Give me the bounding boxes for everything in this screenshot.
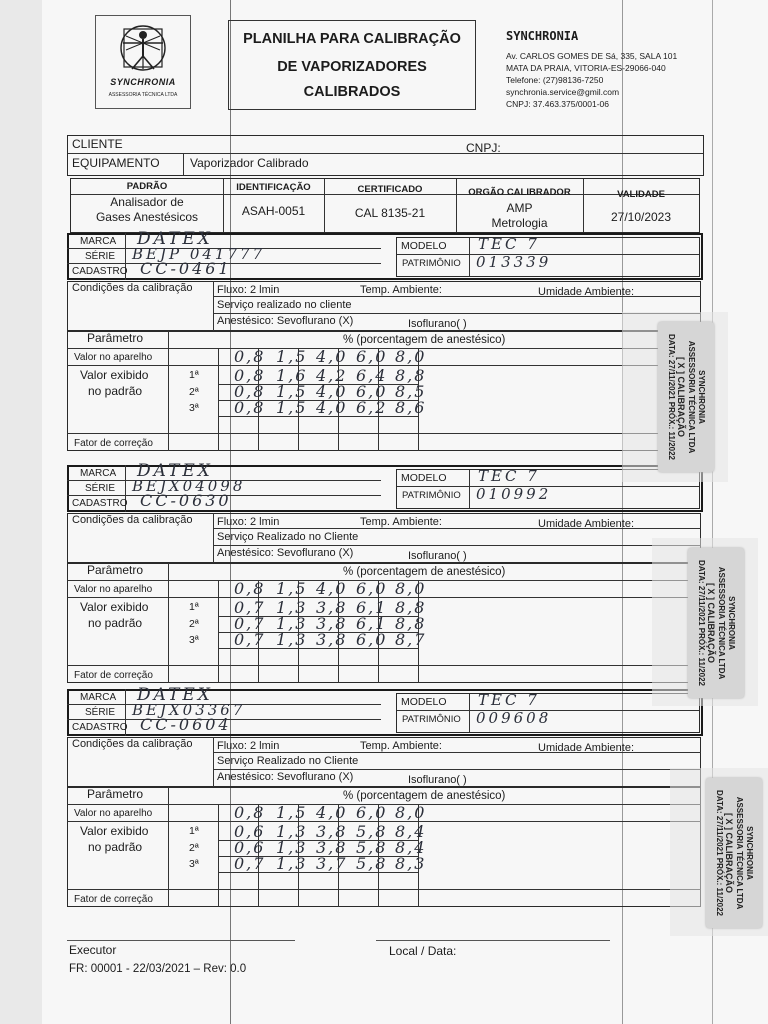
no-padrao-label: no padrão <box>88 840 143 854</box>
anestesico-text: Anestésico: Sevoflurano (X) <box>217 547 354 559</box>
cadastro-value: CC-0604 <box>140 715 232 734</box>
reading-value: 1,3 <box>276 614 308 633</box>
cliente-label: CLIENTE <box>72 137 123 151</box>
patrimonio-value: 013339 <box>476 253 552 271</box>
cadastro-label: CADASTRO <box>72 266 128 277</box>
reading-value: 3,8 <box>316 822 348 841</box>
setpoint-value: 1,5 <box>276 803 308 822</box>
valor-aparelho-label: Valor no aparelho <box>74 584 153 595</box>
fator-correcao-label: Fator de correção <box>74 670 153 681</box>
servico-text: Serviço Realizado no Cliente <box>217 531 359 543</box>
anestesico-text: Anestésico: Sevoflurano (X) <box>217 771 354 783</box>
reading-value: 8,8 <box>395 598 427 617</box>
porcentagem-label: % (porcentagem de anestésico) <box>343 790 506 802</box>
executor-label: Executor <box>69 943 117 957</box>
valor-aparelho-label: Valor no aparelho <box>74 352 153 363</box>
valor-aparelho-label: Valor no aparelho <box>74 808 153 819</box>
reading-value: 6,4 <box>356 366 388 385</box>
calibration-stamp <box>706 778 762 928</box>
valor-exibido-label: Valor exibido <box>80 600 149 614</box>
parametro-label: Parâmetro <box>87 331 144 345</box>
reading-value: 1,3 <box>276 854 308 873</box>
reading-value: 8,5 <box>395 382 427 401</box>
reading-value: 6,0 <box>356 630 388 649</box>
company-email: synchronia.service@gmil.com <box>506 87 620 97</box>
marca-label: MARCA <box>80 468 117 479</box>
calibration-stamp <box>658 322 714 472</box>
cadastro-label: CADASTRO <box>72 722 128 733</box>
reading-value: 5,8 <box>356 838 388 857</box>
row-divider <box>67 889 701 890</box>
reading-value: 4,2 <box>316 366 348 385</box>
stamp-line2: ASSESSORIA TÉCNICA LTDA <box>717 566 726 680</box>
company-address-1: Av. CARLOS GOMES DE Sá, 335, SALA 101 <box>506 51 678 61</box>
reading-value: 6,0 <box>356 382 388 401</box>
row-divider <box>67 665 701 666</box>
form-code: FR: 00001 - 22/03/2021 – Rev: 0.0 <box>69 963 247 975</box>
calibration-stamp <box>688 548 744 698</box>
condicoes-label: Condições da calibração <box>72 282 193 294</box>
modelo-label: MODELO <box>401 696 447 708</box>
setpoint-value: 6,0 <box>356 579 388 598</box>
setpoint-value: 4,0 <box>316 803 348 822</box>
run-label: 3ª <box>189 402 199 414</box>
reading-value: 3,8 <box>316 614 348 633</box>
reading-value: 5,8 <box>356 854 388 873</box>
valor-exibido-label: Valor exibido <box>80 368 149 382</box>
run-label: 1ª <box>189 825 199 837</box>
reading-value: 8,8 <box>395 614 427 633</box>
executor-signature-line <box>67 940 295 941</box>
serie-value: BEJX04098 <box>132 477 246 495</box>
serie-value: BEJP 041777 <box>132 245 266 263</box>
reading-value: 0,8 <box>234 382 266 401</box>
reading-value: 3,8 <box>316 838 348 857</box>
title-box <box>228 20 476 110</box>
stamp-line3: [ X ] CALIBRAÇÃO <box>706 583 716 663</box>
identificacao-value: ASAH-0051 <box>241 204 306 218</box>
cadastro-value: CC-0461 <box>140 259 232 278</box>
reading-value: 4,0 <box>316 382 348 401</box>
porcentagem-label: % (porcentagem de anestésico) <box>343 566 506 578</box>
certificado-value: CAL 8135-21 <box>354 206 426 220</box>
equipamento-label: EQUIPAMENTO <box>72 156 160 170</box>
col-divider <box>168 787 169 907</box>
reading-value: 8,8 <box>395 366 427 385</box>
run-label: 3ª <box>189 858 199 870</box>
setpoint-value: 0,8 <box>234 803 266 822</box>
patrimonio-value: 009608 <box>476 709 552 727</box>
validade-value: 27/10/2023 <box>610 210 672 224</box>
orgao-header: ORGÃO CALIBRADOR <box>468 187 571 198</box>
reading-value: 8,3 <box>395 854 427 873</box>
stamp-line1: SYNCHRONIA <box>727 596 736 650</box>
parametro-label: Parâmetro <box>87 563 144 577</box>
umidade-label: Umidade Ambiente: <box>538 742 634 754</box>
stamp-text <box>696 550 736 696</box>
umidade-label: Umidade Ambiente: <box>538 518 634 530</box>
cadastro-label: CADASTRO <box>72 498 128 509</box>
reading-value: 8,4 <box>395 838 427 857</box>
servico-text: Serviço realizado no cliente <box>217 299 352 311</box>
reading-value: 8,4 <box>395 822 427 841</box>
run-label: 3ª <box>189 634 199 646</box>
logo-name: SYNCHRONIA <box>110 77 176 87</box>
marca-label: MARCA <box>80 692 117 703</box>
logo-subtitle: ASSESSORIA TÉCNICA LTDA <box>108 92 178 98</box>
patrimonio-label: PATRIMÔNIO <box>402 490 461 501</box>
reading-value: 1,3 <box>276 598 308 617</box>
standard-table <box>70 178 700 233</box>
patrimonio-value: 010992 <box>476 485 552 503</box>
title-line-1: PLANILHA PARA CALIBRAÇÃO <box>243 31 461 47</box>
stamp-line4: DATA: 27/11/2021 PRÓX.: 11/2022 <box>667 334 676 460</box>
company-name: SYNCHRONIA <box>506 29 579 43</box>
temp-label: Temp. Ambiente: <box>360 516 442 528</box>
no-padrao-label: no padrão <box>88 616 143 630</box>
stamp-line1: SYNCHRONIA <box>745 826 754 880</box>
reading-value: 1,3 <box>276 838 308 857</box>
setpoint-value: 1,5 <box>276 579 308 598</box>
setpoint-value: 0,8 <box>234 347 266 366</box>
umidade-label: Umidade Ambiente: <box>538 286 634 298</box>
reading-value: 0,8 <box>234 398 266 417</box>
cadastro-value: CC-0630 <box>140 491 232 510</box>
parametro-label: Parâmetro <box>87 787 144 801</box>
col-divider <box>168 563 169 683</box>
marca-value: DATEX <box>137 229 213 249</box>
reading-value: 1,3 <box>276 630 308 649</box>
serie-label: SÉRIE <box>85 483 116 494</box>
isoflurano-text: Isoflurano( ) <box>408 774 467 786</box>
marca-label: MARCA <box>80 236 117 247</box>
isoflurano-text: Isoflurano( ) <box>408 318 467 330</box>
row-divider <box>67 433 701 434</box>
identificacao-header: IDENTIFICAÇÃO <box>236 182 311 193</box>
reading-value: 6,2 <box>356 398 388 417</box>
setpoint-value: 6,0 <box>356 803 388 822</box>
modelo-value: TEC 7 <box>478 235 540 253</box>
reading-value: 6,1 <box>356 614 388 633</box>
reading-value: 1,5 <box>276 398 308 417</box>
fluxo-text: Fluxo: 2 lmin <box>217 740 280 752</box>
reading-value: 0,6 <box>234 838 266 857</box>
reading-value: 8,6 <box>395 398 427 417</box>
reading-value: 6,1 <box>356 598 388 617</box>
serie-label: SÉRIE <box>85 707 116 718</box>
no-padrao-label: no padrão <box>88 384 143 398</box>
run-label: 2ª <box>189 618 199 630</box>
fluxo-text: Fluxo: 2 lmin <box>217 284 280 296</box>
setpoint-value: 6,0 <box>356 347 388 366</box>
condicoes-label: Condições da calibração <box>72 738 193 750</box>
reading-value: 1,5 <box>276 382 308 401</box>
setpoint-value: 1,5 <box>276 347 308 366</box>
col-divider <box>213 513 214 563</box>
setpoint-value: 4,0 <box>316 347 348 366</box>
row-divider <box>213 769 701 770</box>
modelo-value: TEC 7 <box>478 691 540 709</box>
local-data-label: Local / Data: <box>389 944 457 958</box>
reading-value: 0,7 <box>234 598 266 617</box>
title-line-2: DE VAPORIZADORES <box>277 59 427 75</box>
reading-value: 3,7 <box>316 854 348 873</box>
company-cnpj: CNPJ: 37.463.375/0001-06 <box>506 99 610 109</box>
padrao-value-1: Analisador de <box>110 195 184 209</box>
servico-text: Serviço Realizado no Cliente <box>217 755 359 767</box>
cnpj-label: CNPJ: <box>466 141 501 155</box>
orgao-value-2: Metrologia <box>491 216 548 230</box>
run-label: 2ª <box>189 386 199 398</box>
stamp-text <box>666 324 706 470</box>
reading-value: 3,8 <box>316 598 348 617</box>
company-address-2: MATA DA PRAIA, VITORIA-ES-29066-040 <box>506 63 666 73</box>
setpoint-value: 8,0 <box>395 579 427 598</box>
fator-correcao-label: Fator de correção <box>74 894 153 905</box>
reading-value: 0,7 <box>234 630 266 649</box>
reading-value: 1,6 <box>276 366 308 385</box>
title-line-3: CALIBRADOS <box>303 84 401 100</box>
fluxo-text: Fluxo: 2 lmin <box>217 516 280 528</box>
stamp-line3: [ X ] CALIBRAÇÃO <box>724 813 734 893</box>
stamp-line1: SYNCHRONIA <box>697 370 706 424</box>
anestesico-text: Anestésico: Sevoflurano (X) <box>217 315 354 327</box>
condicoes-label: Condições da calibração <box>72 514 193 526</box>
run-label: 1ª <box>189 601 199 613</box>
reading-value: 4,0 <box>316 398 348 417</box>
reading-value: 1,3 <box>276 822 308 841</box>
reading-value: 0,7 <box>234 614 266 633</box>
reading-value: 5,8 <box>356 822 388 841</box>
run-label: 1ª <box>189 369 199 381</box>
orgao-value-1: AMP <box>506 201 533 215</box>
reading-value: 0,8 <box>234 366 266 385</box>
reading-value: 8,7 <box>395 630 427 649</box>
setpoint-value: 8,0 <box>395 803 427 822</box>
stamp-line2: ASSESSORIA TÉCNICA LTDA <box>687 340 696 454</box>
modelo-label: MODELO <box>401 472 447 484</box>
patrimonio-label: PATRIMÔNIO <box>402 258 461 269</box>
stamp-line4: DATA: 27/11/2021 PRÓX.: 11/2022 <box>715 790 724 916</box>
serie-value: BEJX03367 <box>132 701 246 719</box>
row-divider <box>213 545 701 546</box>
certificado-header: CERTIFICADO <box>357 184 423 195</box>
device-section <box>0 685 768 915</box>
local-data-line <box>376 940 610 941</box>
col-divider <box>168 331 169 451</box>
setpoint-value: 0,8 <box>234 579 266 598</box>
validade-header: VALIDADE <box>617 189 665 200</box>
col-divider <box>213 281 214 331</box>
temp-label: Temp. Ambiente: <box>360 740 442 752</box>
equipamento-value: Vaporizador Calibrado <box>190 156 309 170</box>
fator-correcao-label: Fator de correção <box>74 438 153 449</box>
stamp-line4: DATA: 27/11/2021 PRÓX.: 11/2022 <box>697 560 706 686</box>
client-table <box>67 135 704 176</box>
company-phone: Telefone: (27)98136-7250 <box>506 75 604 85</box>
modelo-label: MODELO <box>401 240 447 252</box>
marca-value: DATEX <box>137 685 213 705</box>
patrimonio-label: PATRIMÔNIO <box>402 714 461 725</box>
reading-value: 3,8 <box>316 630 348 649</box>
serie-label: SÉRIE <box>85 251 116 262</box>
stamp-line2: ASSESSORIA TÉCNICA LTDA <box>735 796 744 910</box>
setpoint-value: 8,0 <box>395 347 427 366</box>
padrao-header: PADRÃO <box>126 181 168 192</box>
logo-box <box>95 15 191 109</box>
stamp-line3: [ X ] CALIBRAÇÃO <box>676 357 686 437</box>
isoflurano-text: Isoflurano( ) <box>408 550 467 562</box>
marca-value: DATEX <box>137 461 213 481</box>
temp-label: Temp. Ambiente: <box>360 284 442 296</box>
padrao-value-2: Gases Anestésicos <box>95 210 199 224</box>
modelo-value: TEC 7 <box>478 467 540 485</box>
setpoint-value: 4,0 <box>316 579 348 598</box>
col-divider <box>213 737 214 787</box>
valor-exibido-label: Valor exibido <box>80 824 149 838</box>
reading-value: 0,6 <box>234 822 266 841</box>
stamp-text <box>714 780 754 926</box>
porcentagem-label: % (porcentagem de anestésico) <box>343 334 506 346</box>
run-label: 2ª <box>189 842 199 854</box>
reading-value: 0,7 <box>234 854 266 873</box>
